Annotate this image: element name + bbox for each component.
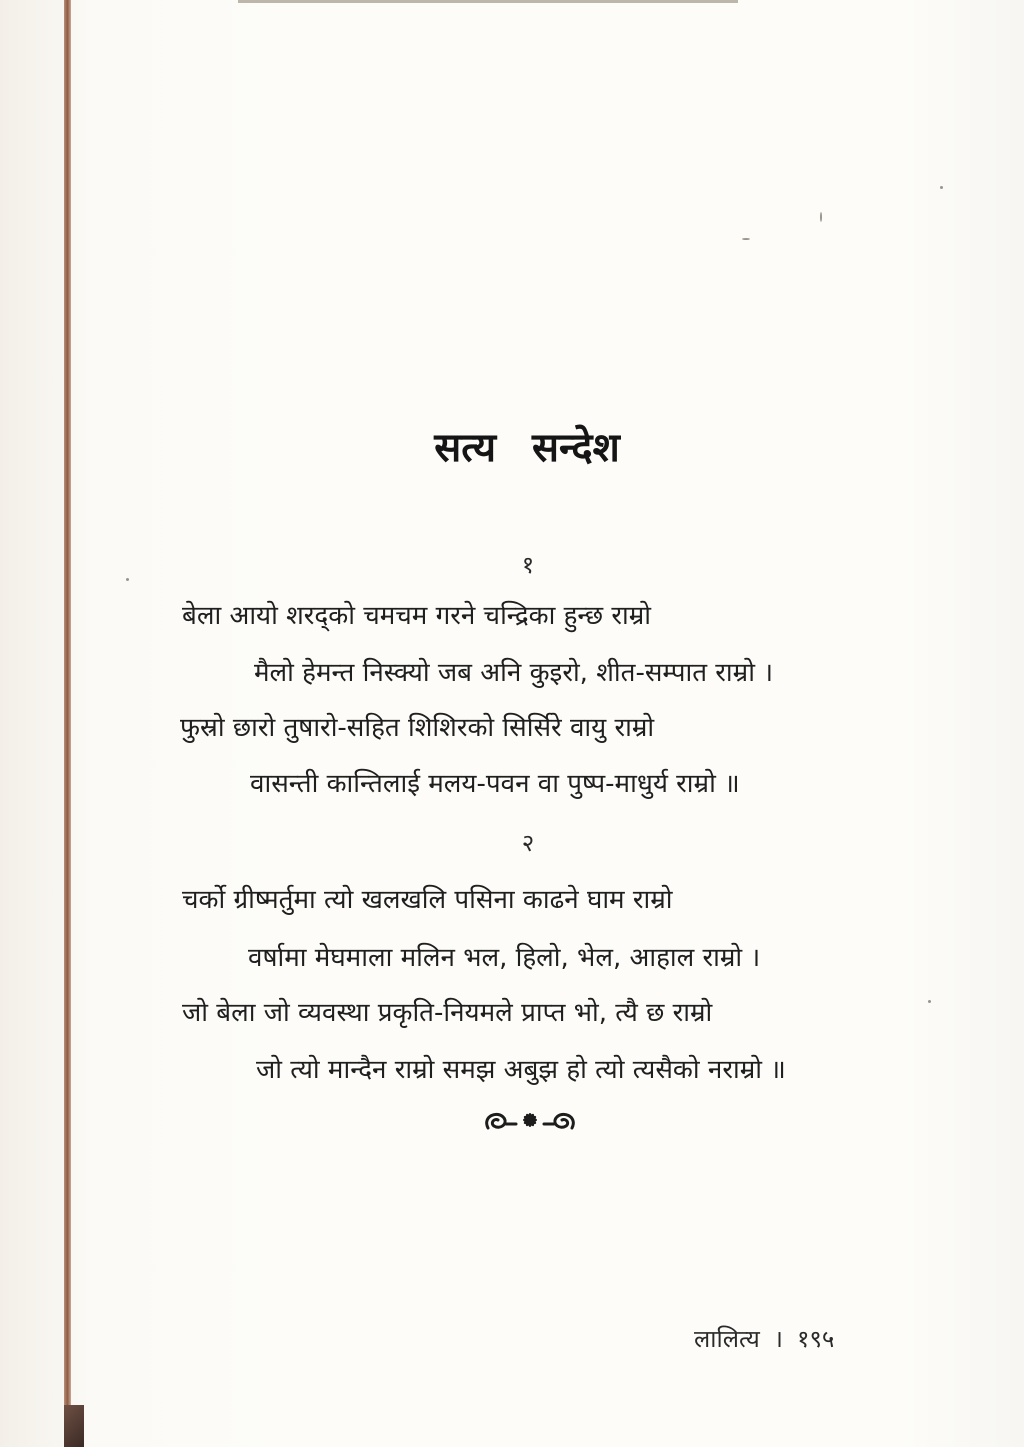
poem-line: चर्को ग्रीष्मर्तुमा त्यो खलखलि पसिना काढने घाम राम्रो — [182, 885, 673, 915]
page-number: १९५ — [796, 1325, 835, 1353]
paper-speck — [126, 578, 129, 581]
ornament-flower-icon — [480, 1106, 580, 1136]
paper-speck — [820, 212, 822, 222]
top-edge-line — [238, 0, 738, 3]
poem-line: जो बेला जो व्यवस्था प्रकृति-नियमले प्राप्त भो, त्यै छ राम्रो — [182, 998, 713, 1028]
poem-line: फुस्रो छारो तुषारो-सहित शिशिरको सिर्सिरे वायु राम्रो — [180, 713, 655, 743]
paper-speck — [928, 1000, 931, 1003]
stanza-number: १ — [521, 551, 535, 579]
poem-line: वर्षामा मेघमाला मलिन भल, हिलो, भेल, आहाल राम्रो । — [248, 943, 761, 973]
page-footer — [694, 1322, 834, 1355]
paper-speck — [940, 186, 943, 189]
running-book-title: लालित्य — [694, 1325, 760, 1353]
poem-title: सत्य सन्देश — [434, 425, 620, 471]
book-spine-shadow — [64, 1405, 84, 1447]
poem-line: मैलो हेमन्त निस्क्यो जब अनि कुइरो, शीत-सम्पात राम्रो । — [254, 658, 774, 688]
stanza-number: २ — [521, 829, 535, 857]
paper-speck — [742, 238, 750, 240]
book-spine-edge — [64, 0, 71, 1447]
poem-line: बेला आयो शरद्को चमचम गरने चन्द्रिका हुन्छ राम्रो — [182, 601, 651, 631]
poem-line: जो त्यो मान्दैन राम्रो समझ अबुझ हो त्यो त्यसैको नराम्रो ॥ — [256, 1055, 786, 1085]
footer-separator: । — [773, 1325, 783, 1353]
poem-line: वासन्ती कान्तिलाई मलय-पवन वा पुष्प-माधुर्य राम्रो ॥ — [250, 769, 740, 799]
